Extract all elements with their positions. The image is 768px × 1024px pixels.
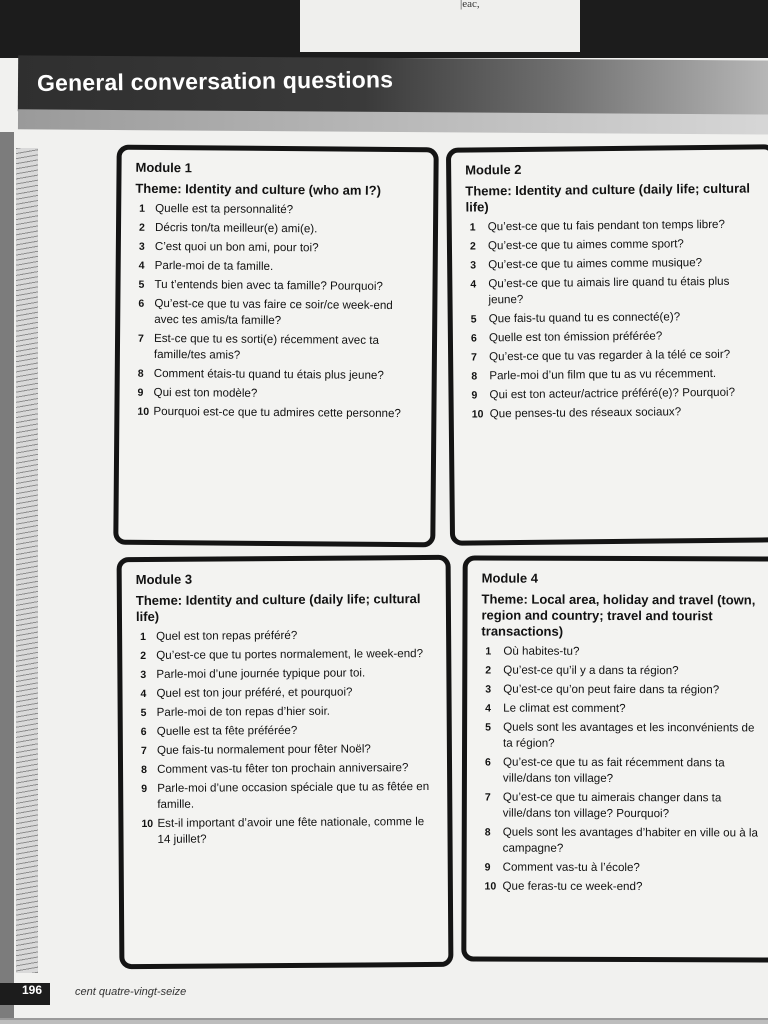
question-item: [481, 755, 763, 788]
question-number: 7: [484, 791, 491, 804]
question-item: [468, 403, 760, 422]
question-number: 2: [485, 664, 492, 677]
question-text: Qu’est-ce que tu aimes comme musique?: [488, 256, 703, 272]
question-number: 7: [471, 351, 478, 364]
question-text: Décris ton/ta meilleur(e) ami(e).: [154, 220, 318, 236]
question-text: Quelle est ta personnalité?: [155, 201, 294, 217]
question-text: Qu’est-ce que tu portes normalement, le week-end?: [156, 647, 424, 662]
question-item: [481, 790, 763, 823]
question-number: 1: [139, 202, 146, 215]
question-number: 5: [138, 278, 145, 291]
question-number: 1: [140, 630, 147, 644]
question-item: [481, 682, 763, 699]
question-text: Le climat est comment?: [503, 701, 626, 716]
question-item: [466, 273, 758, 308]
question-item: [137, 814, 433, 848]
question-item: [466, 254, 758, 273]
question-number: 7: [138, 332, 144, 345]
question-item: [136, 646, 432, 664]
question-item: [133, 404, 417, 422]
question-text: Parle-moi d’un film que tu as vu récemment.: [489, 366, 717, 383]
question-item: [481, 860, 763, 877]
question-item: [467, 365, 759, 384]
question-text: Quel est ton repas préféré?: [156, 628, 298, 643]
question-number: 4: [138, 259, 145, 272]
question-list: [466, 216, 760, 422]
question-text: Qu’est-ce que tu vas regarder à la télé ce soir?: [489, 347, 731, 364]
question-text: Est-il important d’avoir une fête nationale, comme le 14 juillet?: [157, 815, 425, 846]
question-number: 10: [137, 405, 150, 418]
question-number: 3: [470, 259, 477, 272]
module-card-4: [461, 555, 768, 962]
question-text: Parle-moi de ton repas d’hier soir.: [156, 704, 331, 719]
question-item: [135, 239, 419, 257]
question-text: C’est quoi un bon ami, pour toi?: [154, 239, 319, 255]
question-number: 4: [470, 278, 477, 291]
question-number: 9: [141, 782, 148, 796]
question-item: [137, 741, 433, 759]
question-item: [134, 366, 418, 384]
question-item: [466, 235, 758, 254]
question-number: 4: [140, 687, 147, 701]
question-text: Qu’est-ce que tu fais pendant ton temps libre?: [487, 217, 725, 234]
question-item: [134, 277, 418, 295]
question-number: 4: [485, 702, 492, 715]
page-edge-hatching: [16, 148, 38, 973]
question-item: [134, 296, 418, 330]
module-heading: Module 4: [481, 570, 539, 586]
question-text: Quelle est ton émission préférée?: [488, 329, 663, 345]
question-text: Qu’est-ce que tu aimes comme sport?: [487, 237, 684, 253]
question-text: Quel est ton jour préféré, et pourquoi?: [156, 685, 353, 700]
question-number: 5: [140, 706, 147, 720]
question-text: Qu’est-ce que tu as fait récemment dans ta ville/dans ton village?: [502, 755, 725, 785]
question-list: [133, 201, 419, 422]
question-number: 6: [484, 756, 491, 769]
question-text: Quels sont les avantages d’habiter en ville ou à la campagne?: [502, 825, 758, 855]
question-text: Tu t’entends bien avec ta famille? Pourquoi?: [154, 277, 383, 293]
module-theme: Theme: Identity and culture (daily life; cultural life): [465, 180, 751, 215]
question-text: Où habites-tu?: [503, 644, 580, 658]
question-number: 8: [484, 826, 491, 839]
question-item: [481, 720, 763, 753]
question-item: [467, 327, 759, 346]
question-item: [481, 663, 763, 680]
question-text: Qui est ton acteur/actrice préféré(e)? Pourquoi?: [489, 385, 736, 402]
question-number: 9: [484, 861, 491, 874]
question-number: 8: [141, 763, 147, 777]
question-list: [136, 627, 434, 848]
previous-page-scrap: [300, 0, 580, 52]
question-text: Que fais-tu normalement pour fêter Noël?: [156, 742, 371, 757]
question-item: [137, 760, 433, 778]
module-card-3: [117, 555, 454, 969]
question-text: Est-ce que tu es sorti(e) récemment avec ta famille/tes amis?: [153, 331, 380, 362]
question-item: [467, 384, 759, 403]
question-number: 8: [137, 367, 144, 380]
question-number: 9: [137, 386, 144, 399]
book-spine-shadow: [0, 132, 14, 1024]
question-text: Qui est ton modèle?: [153, 385, 258, 400]
question-number: 5: [470, 313, 477, 326]
question-text: Que penses-tu des réseaux sociaux?: [489, 405, 682, 421]
page-number-words: cent quatre-vingt-seize: [75, 986, 187, 998]
question-number: 9: [471, 389, 478, 402]
question-text: Que fais-tu quand tu es connecté(e)?: [488, 310, 681, 326]
question-number: 10: [141, 817, 154, 831]
question-item: [134, 331, 418, 365]
question-text: Parle-moi d’une journée typique pour toi.: [156, 666, 366, 681]
question-number: 3: [140, 668, 147, 682]
module-theme: Theme: Identity and culture (daily life; cultural life): [135, 591, 421, 625]
question-text: Comment vas-tu fêter ton prochain anniversaire?: [157, 761, 409, 776]
question-number: 6: [470, 332, 477, 345]
question-text: Comment étais-tu quand tu étais plus jeune?: [153, 366, 384, 382]
question-number: 3: [485, 683, 492, 696]
question-text: Que feras-tu ce week-end?: [502, 879, 643, 894]
question-item: [467, 308, 759, 327]
question-item: [136, 684, 432, 702]
question-text: Quelle est ta fête préférée?: [156, 723, 298, 738]
page-number: 196: [22, 983, 43, 997]
question-item: [135, 201, 419, 219]
question-text: Qu’est-ce que tu aimais lire quand tu étais plus jeune?: [488, 274, 730, 307]
question-number: 1: [485, 645, 492, 658]
question-number: 3: [138, 240, 145, 253]
question-item: [135, 258, 419, 276]
question-text: Parle-moi de ta famille.: [154, 258, 274, 273]
question-item: [136, 627, 432, 645]
question-item: [137, 703, 433, 721]
module-card-2: [446, 144, 768, 545]
question-item: [134, 385, 418, 403]
question-number: 2: [469, 240, 476, 253]
question-number: 8: [471, 370, 478, 383]
question-item: [137, 722, 433, 740]
question-item: [137, 779, 433, 813]
question-text: Qu’est-ce que tu vas faire ce soir/ce week-end avec tes amis/ta famille?: [154, 296, 393, 328]
question-item: [481, 879, 763, 896]
question-text: Comment vas-tu à l’école?: [502, 860, 640, 875]
question-number: 2: [138, 221, 145, 234]
module-card-1: [113, 145, 438, 548]
question-number: 6: [140, 725, 147, 739]
question-text: Parle-moi d’une occasion spéciale que tu as fêtée en famille.: [157, 779, 430, 811]
question-text: Qu’est-ce qu’il y a dans ta région?: [503, 663, 679, 678]
question-number: 7: [140, 744, 147, 758]
module-heading: Module 1: [135, 159, 192, 176]
question-text: Quels sont les avantages et les inconvénients de ta région?: [503, 720, 755, 750]
question-number: 5: [485, 721, 491, 734]
page-title: General conversation questions: [36, 66, 394, 96]
question-text: Pourquoi est-ce que tu admires cette personne?: [153, 404, 401, 421]
question-item: [481, 701, 763, 718]
module-theme: Theme: Identity and culture (who am I?): [135, 180, 382, 198]
question-item: [481, 825, 763, 858]
question-number: 2: [140, 649, 147, 663]
module-heading: Module 2: [465, 161, 522, 178]
module-theme: Theme: Local area, holiday and travel (town, region and country; travel and tourist transactions): [481, 591, 756, 639]
question-number: 6: [138, 297, 145, 310]
question-item: [466, 216, 758, 235]
question-number: 1: [469, 221, 476, 234]
scrap-text: |eac,: [460, 0, 480, 10]
module-heading: Module 3: [135, 571, 193, 588]
bottom-page-edge: [0, 1020, 768, 1024]
title-banner-shadow: [18, 109, 768, 134]
question-number: 10: [484, 880, 497, 893]
question-item: [135, 220, 419, 238]
question-item: [481, 644, 763, 661]
question-number: 10: [471, 408, 484, 421]
question-text: Qu’est-ce qu’on peut faire dans ta région?: [503, 682, 720, 697]
question-item: [467, 346, 759, 365]
question-item: [136, 665, 432, 683]
question-list: [481, 644, 764, 896]
question-text: Qu’est-ce que tu aimerais changer dans ta ville/dans ton village? Pourquoi?: [502, 790, 722, 821]
